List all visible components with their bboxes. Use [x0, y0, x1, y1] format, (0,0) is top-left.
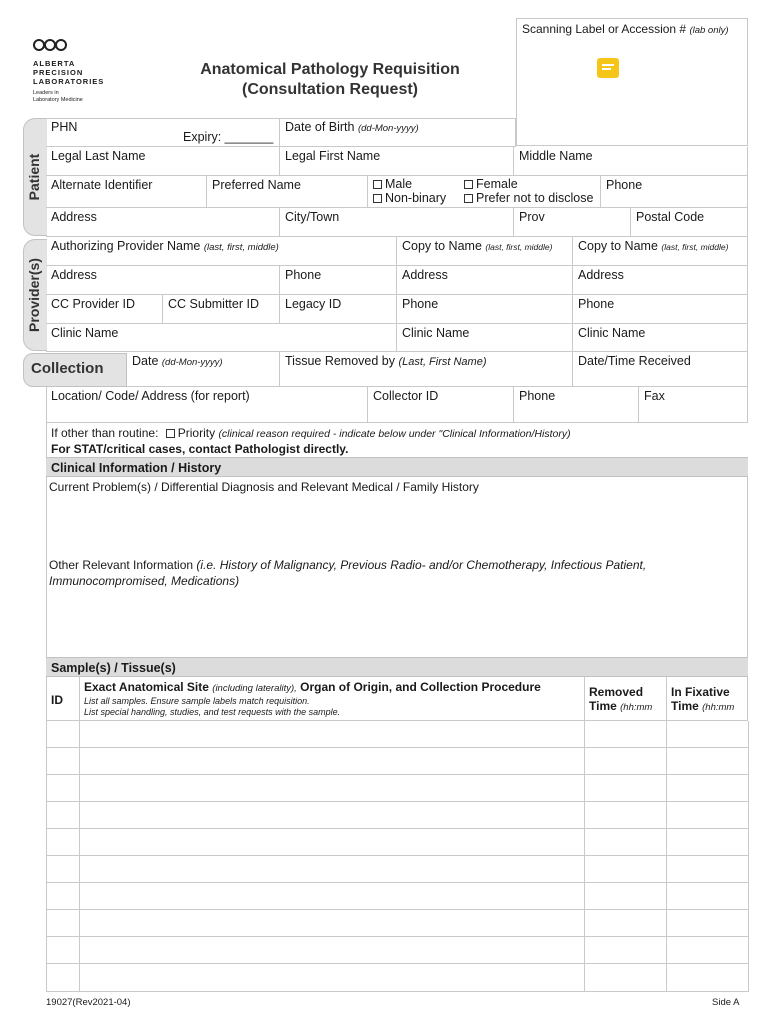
- priority-hint: (clinical reason required - indicate below under "Clinical Information/History): [218, 428, 571, 440]
- first-name-label: Legal First Name: [285, 149, 381, 163]
- org-name-line: ALBERTA: [33, 59, 76, 68]
- other-info-hint-2: Immunocompromised, Medications): [49, 574, 240, 588]
- page-subtitle: (Consultation Request): [242, 81, 418, 98]
- dob-label: Date of Birth: [285, 120, 355, 134]
- preferred-name-field[interactable]: [207, 176, 368, 208]
- time-hint: (hh:mm: [620, 702, 653, 713]
- location-field[interactable]: [46, 387, 368, 423]
- male-label: Male: [385, 177, 413, 191]
- table-row[interactable]: [46, 748, 748, 775]
- middle-name-label: Middle Name: [519, 149, 593, 163]
- first-name-field[interactable]: [280, 147, 514, 176]
- collection-phone-field[interactable]: [514, 387, 639, 423]
- current-problem-label: Current Problem(s) / Differential Diagnosis and Relevant Medical / Family History: [49, 480, 479, 494]
- patient-tab-label: Patient: [26, 153, 42, 201]
- alt-id-label: Alternate Identifier: [51, 178, 153, 192]
- date-hint: (dd-Mon-yyyy): [161, 357, 223, 368]
- alt-id-field[interactable]: [46, 176, 207, 208]
- fax-label: Fax: [644, 389, 665, 403]
- gender-male-option[interactable]: [373, 178, 412, 191]
- priority-checkbox[interactable]: [166, 426, 215, 440]
- comment-note-icon[interactable]: [597, 58, 619, 78]
- postal-code-label: Postal Code: [636, 210, 705, 224]
- patient-phone-label: Phone: [606, 178, 643, 192]
- org-name-line: PRECISION: [33, 68, 84, 77]
- scanning-hint: (lab only): [689, 25, 729, 36]
- checkbox-icon: [464, 194, 473, 203]
- copy-clinic-field-2[interactable]: [573, 324, 748, 352]
- authorizing-provider-label: Authorizing Provider Name: [51, 239, 201, 253]
- routine-label: If other than routine:: [51, 426, 159, 440]
- cc-submitter-id-field[interactable]: [163, 295, 280, 324]
- legacy-id-label: Legacy ID: [285, 297, 342, 311]
- copy-clinic-label: Clinic Name: [402, 326, 470, 340]
- postal-code-field[interactable]: [631, 208, 748, 237]
- collection-phone-label: Phone: [519, 389, 556, 403]
- collector-id-field[interactable]: [368, 387, 514, 423]
- table-row[interactable]: [46, 883, 748, 910]
- checkbox-icon: [166, 429, 175, 438]
- clinic-name-label: Clinic Name: [51, 326, 119, 340]
- priority-label: Priority: [177, 426, 216, 440]
- patient-address-label: Address: [51, 210, 97, 224]
- patient-address-field[interactable]: [46, 208, 280, 237]
- female-label: Female: [476, 177, 518, 191]
- fixative-column-header: In Fixative: [671, 685, 730, 699]
- name-hint: (last, first, middle): [661, 242, 729, 252]
- table-row[interactable]: [46, 802, 748, 829]
- tissue-removed-by-label: Tissue Removed by: [285, 354, 395, 368]
- tagline: Laboratory Medicine: [33, 97, 83, 103]
- provider-phone-label: Phone: [285, 268, 322, 282]
- date-received-label: Date/Time Received: [578, 354, 691, 368]
- table-row[interactable]: [46, 829, 748, 856]
- fax-field[interactable]: [639, 387, 748, 423]
- samples-note-1: List all samples. Ensure sample labels match requisition.: [84, 696, 310, 706]
- table-row[interactable]: [46, 856, 748, 883]
- prov-label: Prov: [519, 210, 545, 224]
- samples-header: Sample(s) / Tissue(s): [46, 657, 748, 677]
- other-info-hint: (i.e. History of Malignancy, Previous Radio- and/or Chemotherapy, Infectious Patient,: [196, 558, 647, 572]
- provider-phone-field[interactable]: [280, 266, 397, 295]
- copy-clinic-label: Clinic Name: [578, 326, 646, 340]
- time-hint: (hh:mm: [702, 702, 735, 713]
- scanning-label: Scanning Label or Accession #: [522, 22, 687, 36]
- tissue-hint: (Last, First Name): [398, 356, 487, 368]
- checkbox-icon: [373, 194, 382, 203]
- collector-id-label: Collector ID: [373, 389, 439, 403]
- copy-address-label: Address: [402, 268, 448, 282]
- dob-hint: (dd-Mon-yyyy): [357, 123, 419, 134]
- prov-field[interactable]: [514, 208, 631, 237]
- id-column-header: ID: [51, 693, 63, 707]
- clinical-info-header: Clinical Information / History: [46, 457, 748, 477]
- table-row[interactable]: [46, 721, 748, 748]
- patient-phone-field[interactable]: [601, 176, 748, 208]
- samples-table-head: [46, 677, 748, 721]
- copy-to-label: Copy to Name: [402, 239, 482, 253]
- gender-nonbinary-option[interactable]: [373, 192, 446, 205]
- tissue-removed-by-field[interactable]: [280, 352, 573, 387]
- collection-tab-label: Collection: [31, 360, 104, 377]
- logo: [33, 38, 104, 104]
- checkbox-icon: [373, 180, 382, 189]
- copy-to-field-1[interactable]: [397, 237, 573, 266]
- copy-to-field-2[interactable]: [573, 237, 748, 266]
- tagline: Leaders in: [33, 90, 59, 96]
- collection-date-label: Date: [132, 354, 159, 368]
- copy-address-label: Address: [578, 268, 624, 282]
- fixative-time-label: Time: [671, 699, 699, 713]
- clinic-name-field[interactable]: [46, 324, 397, 352]
- table-row[interactable]: [46, 775, 748, 802]
- name-hint: (last, first, middle): [203, 242, 279, 253]
- stat-notice: For STAT/critical cases, contact Pathologist directly.: [51, 442, 349, 456]
- copy-address-field-2[interactable]: [573, 266, 748, 295]
- cc-submitter-id-label: CC Submitter ID: [168, 297, 259, 311]
- cc-provider-id-field[interactable]: [46, 295, 163, 324]
- name-hint: (last, first, middle): [485, 242, 553, 252]
- table-row[interactable]: [46, 937, 748, 964]
- last-name-label: Legal Last Name: [51, 149, 146, 163]
- expiry-label: Expiry: _______: [183, 130, 274, 144]
- provider-address-field[interactable]: [46, 266, 280, 295]
- preferred-name-label: Preferred Name: [212, 178, 301, 192]
- page-title: Anatomical Pathology Requisition: [200, 61, 460, 78]
- other-info-label: Other Relevant Information: [49, 558, 194, 572]
- logo-rings-icon: [33, 38, 67, 52]
- cc-provider-id-label: CC Provider ID: [51, 297, 136, 311]
- prefer-not-label: Prefer not to disclose: [476, 191, 594, 205]
- copy-phone-label: Phone: [402, 297, 439, 311]
- city-label: City/Town: [285, 210, 340, 224]
- side-label: Side A: [712, 997, 740, 1008]
- provider-tab-label: Provider(s): [26, 258, 42, 332]
- table-row[interactable]: [46, 964, 748, 992]
- phn-label: PHN: [51, 120, 78, 134]
- last-name-field[interactable]: [46, 147, 280, 176]
- middle-name-field[interactable]: [514, 147, 748, 176]
- site-column-header: Exact Anatomical Site: [84, 680, 209, 694]
- copy-phone-label: Phone: [578, 297, 615, 311]
- copy-address-field-1[interactable]: [397, 266, 573, 295]
- table-row[interactable]: [46, 910, 748, 937]
- gender-prefer-not-option[interactable]: [464, 192, 593, 205]
- site-hint: (including laterality),: [212, 683, 297, 694]
- gender-female-option[interactable]: [464, 178, 518, 191]
- authorizing-provider-field[interactable]: [46, 237, 397, 266]
- location-label: Location/ Code/ Address (for report): [51, 389, 250, 403]
- copy-phone-field-2[interactable]: [573, 295, 748, 324]
- collection-date-field[interactable]: [127, 352, 280, 387]
- org-name-line: LABORATORIES: [33, 77, 105, 86]
- nonbinary-label: Non-binary: [385, 191, 447, 205]
- clinical-info-area[interactable]: [46, 477, 748, 657]
- scanning-label-box: [516, 18, 748, 146]
- city-field[interactable]: [280, 208, 514, 237]
- collection-tab: [23, 353, 127, 387]
- legacy-id-field[interactable]: [280, 295, 397, 324]
- removed-time-label: Time: [589, 699, 617, 713]
- copy-phone-field-1[interactable]: [397, 295, 573, 324]
- form-number: 19027(Rev2021-04): [46, 997, 131, 1008]
- samples-note-2: List special handling, studies, and test requests with the sample.: [84, 707, 341, 717]
- removed-column-header: Removed: [589, 685, 644, 699]
- dob-field[interactable]: [280, 118, 516, 147]
- date-received-field[interactable]: [573, 352, 748, 387]
- copy-to-label: Copy to Name: [578, 239, 658, 253]
- copy-clinic-field-1[interactable]: [397, 324, 573, 352]
- checkbox-icon: [464, 180, 473, 189]
- provider-address-label: Address: [51, 268, 97, 282]
- site-column-header-2: Organ of Origin, and Collection Procedure: [300, 680, 541, 694]
